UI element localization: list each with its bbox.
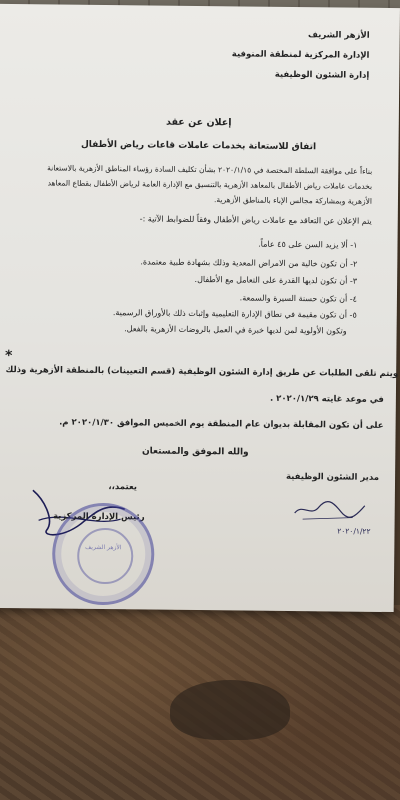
manager-signature: [293, 495, 367, 526]
condition-5: ٥- أن تكون مقيمة في نطاق الإدارة التعليمية وإثبات ذلك بالأوراق الرسمية.: [112, 308, 357, 320]
manager-title: مدير الشئون الوظيفية: [285, 471, 380, 483]
condition-3: ٣- أن تكون لديها القدرة على التعامل مع الأطفال.: [194, 274, 358, 286]
approve-label: يعتمد،،: [108, 482, 138, 493]
interview-line: على أن تكون المقابلة بديوان عام المنطقة يوم الخميس الموافق ٢٠٢٠/١/٣٠ م.: [59, 417, 384, 431]
official-stamp: [52, 502, 155, 605]
doc-title: إعلان عن عقد: [165, 116, 232, 129]
doc-subtitle: اتفاق للاستعانة بخدمات عاملات قاعات رياض الأطفال: [80, 139, 317, 153]
stamp-text: الأزهر الشريف: [85, 543, 122, 552]
submission-line-2: في موعد غايته ٢٠٢٠/١/٢٩ .: [269, 393, 384, 405]
submission-line-1: ويتم تلقى الطلبات عن طريق إدارة الشئون الوظيفية (قسم التعيينات) بالمنطقة الأزهرية وذلك: [5, 364, 399, 380]
bullet-mark: *: [4, 347, 13, 365]
header-line-1: الأزهر الشريف: [308, 30, 370, 41]
document-page: [0, 4, 400, 612]
director-title: رئيس الإدارة المركزية: [53, 511, 145, 523]
condition-1: ١- ألا يزيد السن على ٤٥ عاماً.: [258, 239, 358, 250]
intro-line-2: بخدمات عاملات رياض الأطفال بالمعاهد الأزهرية بالتنسيق مع الإدارة العامة لرياض الأطفال بقطاع المعاهد: [47, 178, 373, 191]
intro-line-1: بناءاً على موافقة السلطة المختصة في ٢٠٢٠/١/١٥ بشأن تكليف السادة رؤساء المناطق الأزهرية بالاستعانة: [47, 163, 373, 176]
shoe-shadow: [170, 680, 290, 740]
condition-2: ٢- أن تكون خالية من الامراض المعدية وذلك بشهادة طبية معتمدة.: [140, 257, 358, 269]
priority-note: وتكون الأولوية لمن لديها خبرة في العمل بالروضات الأزهرية بالفعل.: [124, 324, 347, 336]
manager-date: ٢٠٢٠/١/٢٢: [337, 526, 371, 536]
intro-line-3: الأزهرية وبمشاركة مجالس الإباء بالمناطق الأزهرية.: [213, 195, 373, 206]
closing-line: والله الموفق والمستعان: [141, 446, 249, 458]
header-line-3: إدارة الشئون الوظيفية: [274, 69, 370, 81]
header-line-2: الإدارة المركزية لمنطقة المنوفية: [231, 49, 370, 61]
condition-4: ٤- أن تكون حسنة السيرة والسمعة.: [239, 293, 357, 304]
intro-line-4: يتم الإعلان عن التعاقد مع عاملات رياض الأطفال وفقاً للضوابط الآتية :-: [139, 214, 372, 226]
stamp-eagle-emblem: [77, 528, 134, 585]
